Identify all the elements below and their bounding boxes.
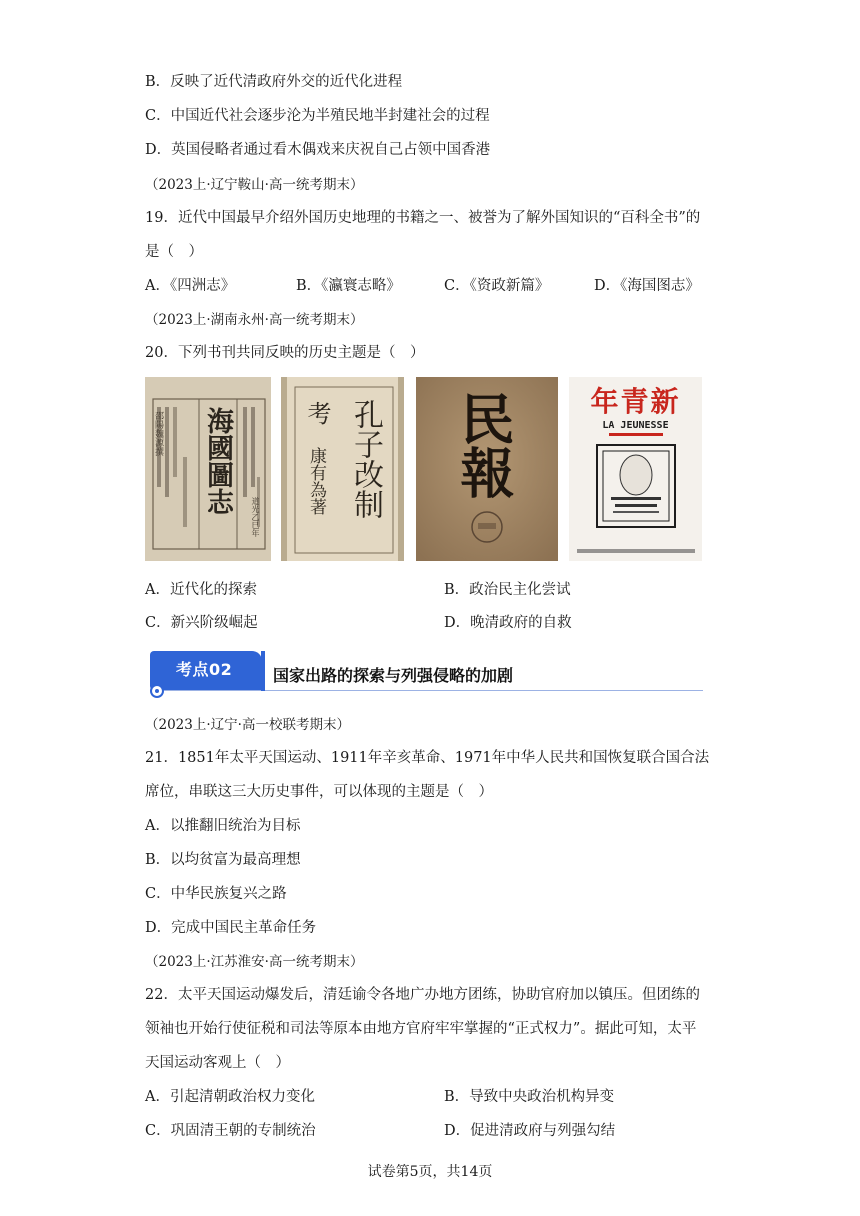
q19-stem-line2: 是（ ） xyxy=(145,244,203,260)
section-tab-bar xyxy=(261,651,265,691)
q20-option-a: A．近代化的探索 xyxy=(145,582,257,598)
kongzi-gaizhi-kao-cover-image xyxy=(281,377,404,561)
q22-option-d: D．促进清政府与列强勾结 xyxy=(444,1123,616,1139)
q20-stem: 20．下列书刊共同反映的历史主题是（ ） xyxy=(145,345,425,361)
q22-option-b: B．导致中央政治机构异变 xyxy=(444,1089,615,1105)
kongzi-side-text: 考 xyxy=(303,401,331,425)
q19-option-b: B．《瀛寰志略》 xyxy=(296,278,401,294)
q22-stem-line1: 22．太平天国运动爆发后，清廷谕令各地广办地方团练，协助官府加以镇压。但团练的 xyxy=(145,987,700,1003)
haiguo-title-text: 海國圖志 xyxy=(202,407,233,515)
section-dot-icon xyxy=(150,684,164,698)
q21-option-c: C．中华民族复兴之路 xyxy=(145,886,287,902)
page-footer: 试卷第5页，共14页 xyxy=(367,1164,493,1180)
q21-option-a: A．以推翻旧统治为目标 xyxy=(145,818,301,834)
q21-source: （2023上·辽宁·高一校联考期末） xyxy=(145,717,350,733)
q19-option-a: A．《四洲志》 xyxy=(145,278,236,294)
q22-option-c: C．巩固清王朝的专制统治 xyxy=(145,1123,316,1139)
xinqingnian-cover-image xyxy=(569,377,702,561)
haiguo-tuzhi-cover-image xyxy=(145,377,271,561)
haiguo-side-text-left: 邵陽魏源撰 xyxy=(153,411,163,456)
q22-option-a: A．引起清朝政治权力变化 xyxy=(145,1089,315,1105)
q20-option-d: D．晚清政府的自救 xyxy=(444,615,572,631)
section-underline xyxy=(150,690,703,691)
q20-source: （2023上·湖南永州·高一统考期末） xyxy=(145,312,364,328)
kongzi-title-text: 孔子改制 xyxy=(348,399,383,519)
q21-option-b: B．以均贫富为最高理想 xyxy=(145,852,301,868)
xinqingnian-title-text: 新青年 xyxy=(590,385,681,418)
minbao-title-text: 民報 xyxy=(452,391,516,499)
q18-option-d: D．英国侵略者通过看木偶戏来庆祝自己占领中国香港 xyxy=(145,142,491,158)
q21-stem-line2: 席位，串联这三大历史事件，可以体现的主题是（ ） xyxy=(145,784,493,800)
q19-stem-line1: 19．近代中国最早介绍外国历史地理的书籍之一、被誉为了解外国知识的“百科全书”的 xyxy=(145,210,701,226)
q20-option-b: B．政治民主化尝试 xyxy=(444,582,571,598)
q20-option-c: C．新兴阶级崛起 xyxy=(145,615,258,631)
section-title: 国家出路的探索与列强侵略的加剧 xyxy=(273,666,514,685)
q21-option-d: D．完成中国民主革命任务 xyxy=(145,920,317,936)
section-tab-label: 考点02 xyxy=(176,660,233,679)
minbao-cover-image xyxy=(416,377,558,561)
q22-stem-line2: 领袖也开始行使征税和司法等原本由地方官府牢牢掌握的“正式权力”。据此可知，太平 xyxy=(145,1021,697,1037)
haiguo-side-text-right: 道光乙巳年 xyxy=(251,497,260,537)
q18-option-c: C．中国近代社会逐步沦为半殖民地半封建社会的过程 xyxy=(145,108,490,124)
kongzi-author-text: 康有為著 xyxy=(306,447,326,515)
q19-option-c: C．《资政新篇》 xyxy=(444,278,550,294)
q22-source: （2023上·江苏淮安·高一统考期末） xyxy=(145,954,364,970)
q22-stem-line3: 天国运动客观上（ ） xyxy=(145,1055,290,1071)
q21-stem-line1: 21．1851年太平天国运动、1911年辛亥革命、1971年中华人民共和国恢复联合国合法 xyxy=(145,750,710,766)
xinqingnian-subtitle-text: LA JEUNESSE xyxy=(602,420,669,431)
q19-source: （2023上·辽宁鞍山·高一统考期末） xyxy=(145,177,364,193)
q18-option-b: B．反映了近代清政府外交的近代化进程 xyxy=(145,74,403,90)
q19-option-d: D．《海国图志》 xyxy=(594,278,700,294)
